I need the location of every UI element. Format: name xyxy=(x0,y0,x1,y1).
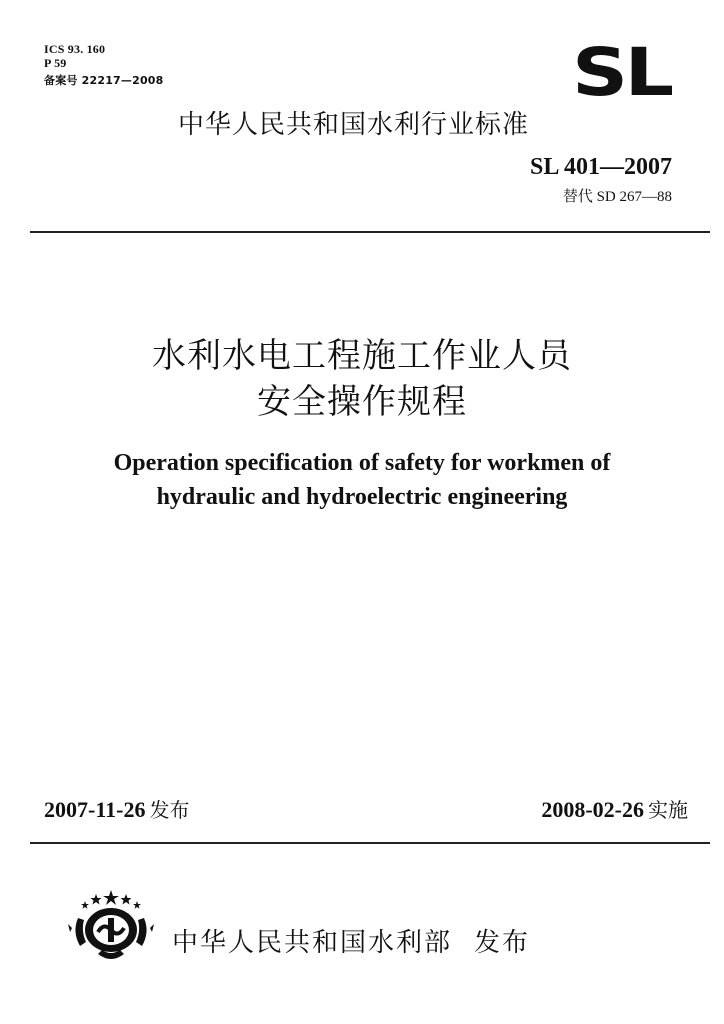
english-title-line-2: hydraulic and hydroelectric engineering xyxy=(156,484,568,510)
ministry-emblem-icon xyxy=(68,888,154,964)
english-title-line-1: Operation specification of safety for workmen of xyxy=(113,450,611,476)
sl-logo: SL xyxy=(572,34,671,111)
issue-date-label: 发布 xyxy=(149,798,190,822)
top-divider xyxy=(30,231,710,233)
effective-date xyxy=(541,796,688,824)
issue-date-value: 2007-11-26 xyxy=(44,797,146,822)
publisher xyxy=(172,926,530,960)
issue-date xyxy=(44,796,189,824)
effective-date-value: 2008-02-26 xyxy=(541,797,644,822)
chinese-title-line-1: 水利水电工程施工作业人员 xyxy=(152,336,572,376)
p-code: P 59 xyxy=(44,56,67,70)
effective-date-label: 实施 xyxy=(648,798,688,822)
bottom-divider xyxy=(30,842,710,844)
publisher-name: 中华人民共和国水利部 xyxy=(172,928,453,958)
industry-standard-title: 中华人民共和国水利行业标准 xyxy=(178,110,530,140)
standard-number: SL 401—2007 xyxy=(529,154,672,180)
chinese-title-line-2: 安全操作规程 xyxy=(257,382,467,422)
ics-code: ICS 93. 160 xyxy=(44,42,106,56)
replaces-standard: 替代 SD 267—88 xyxy=(562,189,672,205)
filing-number: 备案号 22217—2008 xyxy=(44,74,164,87)
publisher-action: 发布 xyxy=(474,928,531,958)
